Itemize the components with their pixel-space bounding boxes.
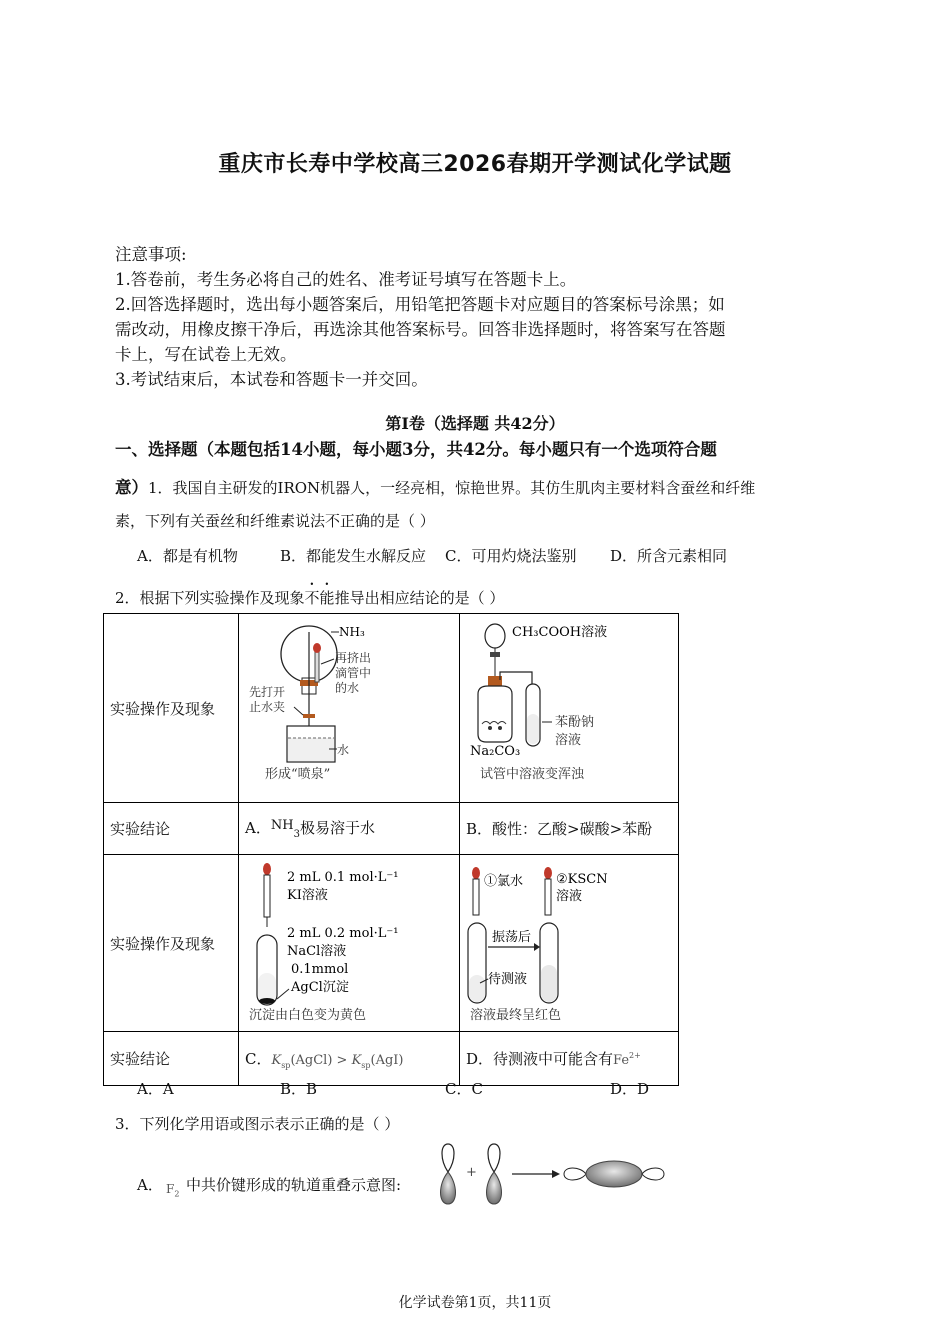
section-heading: 一、选择题（本题包括14小题，每小题3分，共42分。每小题只有一个选项符合题 xyxy=(115,440,717,459)
section-heading-end: 意） xyxy=(115,478,148,497)
page-title: 重庆市长寿中学校高三2026春期开学测试化学试题 xyxy=(218,152,732,177)
fig-c-ki-2: KI溶液 xyxy=(287,888,328,903)
q3-f2-symbol: F xyxy=(166,1182,175,1196)
conclusion-c-sp2: sp xyxy=(361,1060,371,1070)
conclusion-c xyxy=(239,1032,460,1086)
notice-block xyxy=(115,242,840,392)
q2-stem xyxy=(115,580,504,608)
table-row xyxy=(104,855,679,1032)
precipitate-conversion-figure xyxy=(239,855,459,1027)
fig-b-cell xyxy=(460,614,679,803)
fig-b-acid: CH₃COOH溶液 xyxy=(512,625,608,640)
conclusion-d-text: D．待测液中可能含有 xyxy=(466,1050,614,1068)
conclusion-c-k2: K xyxy=(351,1052,362,1068)
fig-c-agcl-2: AgCl沉淀 xyxy=(291,980,349,995)
conclusion-a-sub: 3 xyxy=(293,829,300,840)
fig-c-cell xyxy=(239,855,460,1032)
row-label-conclusion-2: 实验结论 xyxy=(104,1032,239,1086)
table-row xyxy=(104,803,679,855)
iron-test-figure xyxy=(460,855,678,1027)
table-row xyxy=(104,614,679,803)
conclusion-c-sp1: sp xyxy=(281,1060,291,1070)
fig-a-open-2: 止水夹 xyxy=(249,700,286,714)
page-footer: 化学试卷第1页，共11页 xyxy=(398,1295,552,1311)
q3-option-a-prefix: A． xyxy=(137,1176,163,1194)
fig-d-sample: 待测液 xyxy=(488,972,528,987)
q1-stem-b: 素，下列有关蚕丝和纤维素说法不正确的是（ ） xyxy=(115,512,435,530)
conclusion-a-formula: NH xyxy=(270,818,294,833)
conclusion-c-k1: K xyxy=(271,1052,282,1068)
fig-a-squeeze-1: 再挤出 xyxy=(335,651,372,665)
conclusion-a xyxy=(239,803,460,855)
fig-a-squeeze-3: 的水 xyxy=(335,681,360,695)
conclusion-a-prefix: A． xyxy=(245,819,271,837)
notice-line-1: 1.答卷前，考生务必将自己的姓名、准考证号填写在答题卡上。 xyxy=(115,270,577,289)
fig-b-carbonate: Na₂CO₃ xyxy=(470,744,521,759)
table-row xyxy=(104,1032,679,1086)
fig-c-agcl-1: 0.1mmol xyxy=(291,962,349,977)
conclusion-a-text: 极易溶于水 xyxy=(299,819,375,837)
q2-stem-emphasis: 不能 xyxy=(304,589,335,607)
conclusion-c-agi: (AgI) xyxy=(370,1052,404,1068)
fig-d-caption: 溶液最终呈红色 xyxy=(470,1008,562,1023)
fig-a-open-1: 先打开 xyxy=(249,685,286,699)
fig-d-kscn-2: 溶液 xyxy=(556,889,583,904)
orbital-plus: + xyxy=(466,1165,477,1180)
conclusion-c-prefix: C． xyxy=(245,1049,272,1068)
fig-d-kscn-1: ②KSCN xyxy=(556,872,608,887)
row-label-operation-2: 实验操作及现象 xyxy=(104,855,239,1032)
notice-line-2c: 卡上，写在试卷上无效。 xyxy=(115,345,297,364)
acidity-apparatus-figure xyxy=(460,614,678,798)
q2-option-a: A．A xyxy=(137,1080,174,1098)
q3-f2-sub: 2 xyxy=(174,1189,180,1199)
q2-stem-b: 推导出相应结论的是（ ） xyxy=(334,589,505,607)
fig-a-squeeze-2: 滴管中 xyxy=(335,666,372,680)
fig-c-nacl-2: NaCl溶液 xyxy=(287,944,347,959)
fountain-apparatus-figure xyxy=(239,614,459,798)
q2-option-c: C．C xyxy=(445,1080,483,1098)
conclusion-b: B．酸性：乙酸>碳酸>苯酚 xyxy=(460,803,679,855)
fig-c-caption: 沉淀由白色变为黄色 xyxy=(249,1008,367,1023)
q1-option-a: A．都是有机物 xyxy=(137,547,238,565)
fig-b-caption: 试管中溶液变浑浊 xyxy=(480,767,585,782)
orbital-overlap-diagram xyxy=(430,1140,675,1210)
fig-d-shake: 振荡后 xyxy=(492,930,532,945)
fig-a-nh3: NH₃ xyxy=(339,625,365,639)
conclusion-d-charge: 2+ xyxy=(629,1051,641,1060)
q1-stem-a: 1．我国自主研发的IRON机器人，一经亮相，惊艳世界。其仿生肌肉主要材料含蚕丝和纤维 xyxy=(148,479,756,497)
fig-a-caption: 形成“喷泉” xyxy=(265,767,331,782)
fig-c-nacl-1: 2 mL 0.2 mol·L⁻¹ xyxy=(287,926,399,941)
conclusion-d-fe: Fe xyxy=(613,1053,630,1068)
q3-option-a-text: 中共价键形成的轨道重叠示意图: xyxy=(186,1176,402,1194)
q2-option-d: D．D xyxy=(610,1080,650,1098)
q1-option-d: D．所含元素相同 xyxy=(610,547,728,565)
q2-experiment-table xyxy=(103,613,679,1086)
notice-line-2a: 2.回答选择题时，选出每小题答案后，用铅笔把答题卡对应题目的答案标号涂黑；如 xyxy=(115,295,725,314)
fig-d-cell xyxy=(460,855,679,1032)
q2-stem-a: 2．根据下列实验操作及现象 xyxy=(115,589,305,607)
notice-line-3: 3.考试结束后，本试卷和答题卡一并交回。 xyxy=(115,370,428,389)
fig-a-cell xyxy=(239,614,460,803)
part-heading: 第Ⅰ卷（选择题 共42分） xyxy=(385,414,565,433)
row-label-operation: 实验操作及现象 xyxy=(104,614,239,803)
notice-heading: 注意事项: xyxy=(115,245,187,264)
q1-option-b: B．都能发生水解反应 xyxy=(280,547,427,565)
q3-option-a-formula xyxy=(166,1182,179,1198)
q1-stem-line1 xyxy=(115,474,755,498)
q1-option-c: C．可用灼烧法鉴别 xyxy=(445,547,577,565)
conclusion-c-agcl: (AgCl) > xyxy=(290,1052,352,1068)
q3-stem: 3．下列化学用语或图示表示正确的是（ ） xyxy=(115,1115,400,1133)
fig-a-water: 水 xyxy=(337,743,350,757)
fig-d-chlorine: ①氯水 xyxy=(484,874,524,889)
q2-option-b: B．B xyxy=(280,1080,318,1098)
row-label-conclusion: 实验结论 xyxy=(104,803,239,855)
fig-b-phenol-1: 苯酚钠 xyxy=(555,715,595,730)
notice-line-2b: 需改动，用橡皮擦干净后，再选涂其他答案标号。回答非选择题时，将答案写在答题 xyxy=(115,320,726,339)
fig-b-phenol-2: 溶液 xyxy=(555,733,582,748)
fig-c-ki-1: 2 mL 0.1 mol·L⁻¹ xyxy=(287,870,399,885)
